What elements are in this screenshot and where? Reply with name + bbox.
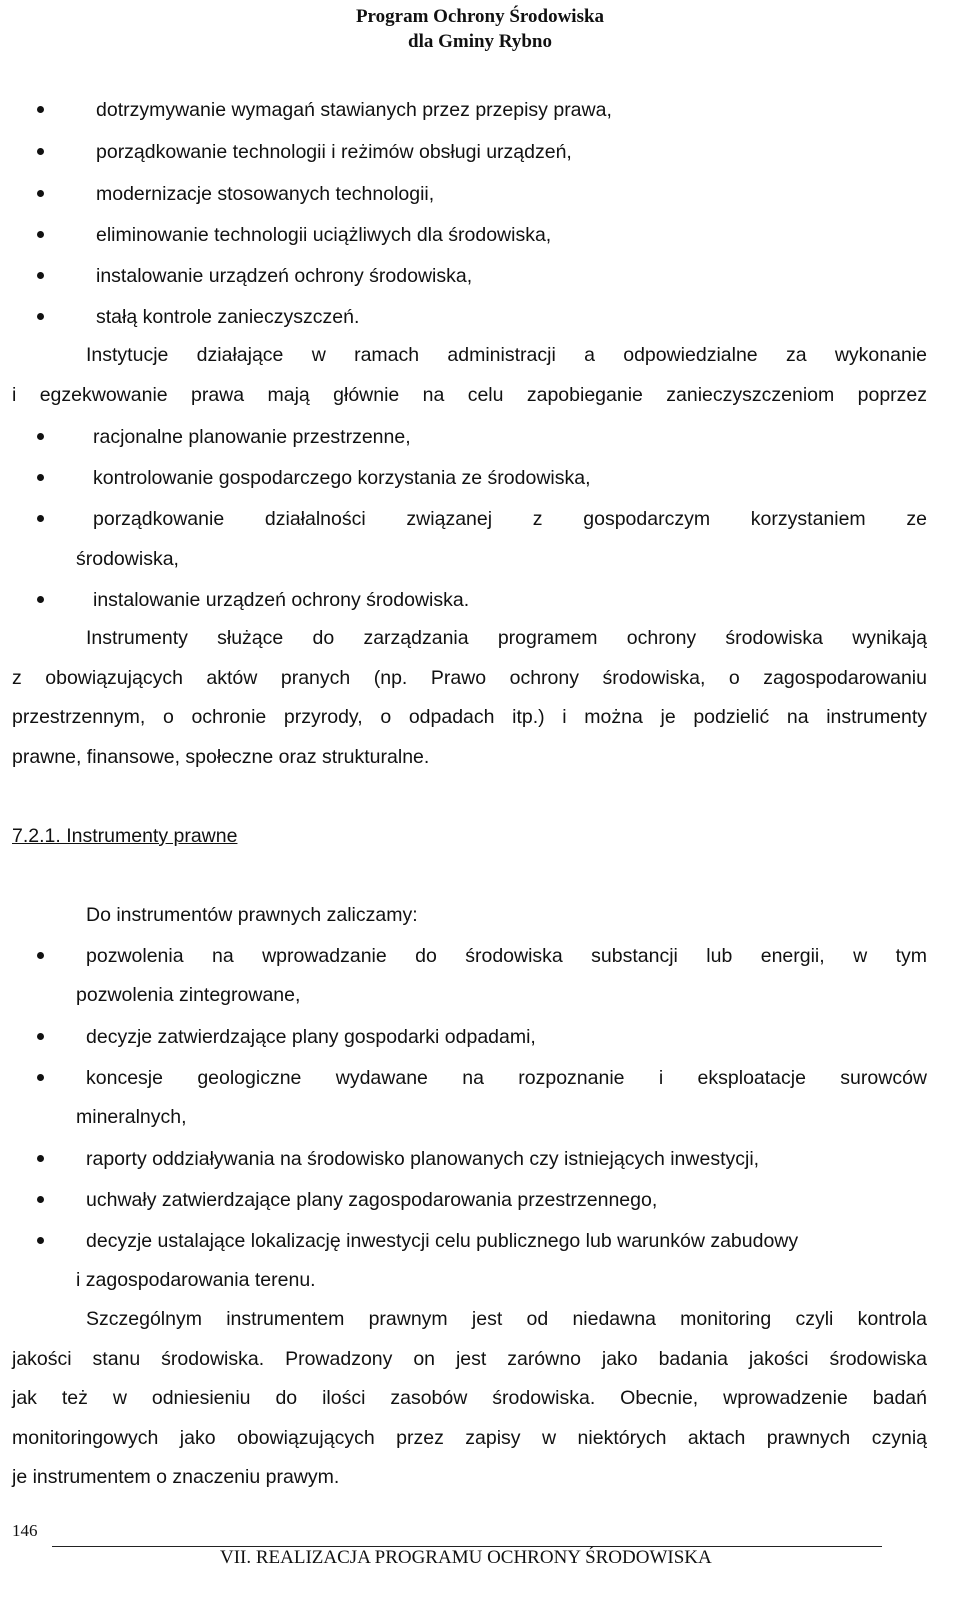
bullet-icon (37, 148, 44, 155)
list-item: modernizacje stosowanych technologii, (96, 183, 435, 205)
paragraph-line: jak też w odniesieniu do ilości zasobów środowiska. Obecnie, wprowadzenie badań (12, 1387, 927, 1409)
list-item: kontrolowanie gospodarczego korzystania ze środowiska, (93, 467, 591, 489)
list-item: koncesje geologiczne wydawane na rozpoznanie i eksploatacje surowców (86, 1067, 927, 1089)
list-item: decyzje ustalające lokalizację inwestycji celu publicznego lub warunków zabudowy (86, 1230, 799, 1252)
bullet-icon (37, 231, 44, 238)
bullet-icon (37, 106, 44, 113)
list-item: raporty oddziaływania na środowisko planowanych czy istniejących inwestycji, (86, 1148, 760, 1170)
list-item: porządkowanie technologii i reżimów obsługi urządzeń, (96, 141, 572, 163)
list-item: dotrzymywanie wymagań stawianych przez przepisy prawa, (96, 99, 612, 121)
page-header (320, 4, 640, 54)
paragraph-line: i egzekwowanie prawa mają głównie na celu zapobieganie zanieczyszczeniom poprzez (12, 384, 927, 406)
intro-line: Do instrumentów prawnych zaliczamy: (86, 904, 418, 926)
list-item-continuation: i zagospodarowania terenu. (76, 1269, 316, 1291)
paragraph-line: Instrumenty służące do zarządzania programem ochrony środowiska wynikają (86, 627, 927, 649)
paragraph-line: je instrumentem o znaczeniu prawym. (12, 1466, 340, 1488)
footer-chapter-title: VII. REALIZACJA PROGRAMU OCHRONY ŚRODOWISKA (220, 1547, 712, 1568)
bullet-icon (37, 515, 44, 522)
list-item: eliminowanie technologii uciążliwych dla środowiska, (96, 224, 552, 246)
bullet-icon (37, 313, 44, 320)
paragraph-line: przestrzennym, o ochronie przyrody, o odpadach itp.) i można je podzielić na instrumenty (12, 706, 927, 728)
paragraph-line: z obowiązujących aktów pranych (np. Prawo ochrony środowiska, o zagospodarowaniu (12, 667, 927, 689)
list-item: uchwały zatwierdzające plany zagospodarowania przestrzennego, (86, 1189, 658, 1211)
bullet-icon (37, 190, 44, 197)
bullet-icon (37, 272, 44, 279)
list-item: pozwolenia na wprowadzanie do środowiska substancji lub energii, w tym (86, 945, 927, 967)
list-item-continuation: mineralnych, (76, 1106, 187, 1128)
list-item: porządkowanie działalności związanej z gospodarczym korzystaniem ze (93, 508, 927, 530)
list-item: instalowanie urządzeń ochrony środowiska. (93, 589, 470, 611)
list-item-continuation: środowiska, (76, 548, 179, 570)
paragraph-line: Szczególnym instrumentem prawnym jest od niedawna monitoring czyli kontrola (86, 1308, 927, 1330)
list-item: decyzje zatwierdzające plany gospodarki odpadami, (86, 1026, 536, 1048)
bullet-icon (37, 596, 44, 603)
section-title: 7.2.1. Instrumenty prawne (12, 825, 238, 847)
list-item-continuation: pozwolenia zintegrowane, (76, 984, 301, 1006)
bullet-icon (37, 1033, 44, 1040)
paragraph-line: jakości stanu środowiska. Prowadzony on jest zarówno jako badania jakości środowiska (12, 1348, 927, 1370)
paragraph-line: Instytucje działające w ramach administracji a odpowiedzialne za wykonanie (86, 344, 927, 366)
bullet-icon (37, 1155, 44, 1162)
list-item: instalowanie urządzeń ochrony środowiska, (96, 265, 473, 287)
list-item: racjonalne planowanie przestrzenne, (93, 426, 411, 448)
bullet-icon (37, 433, 44, 440)
bullet-icon (37, 1196, 44, 1203)
bullet-icon (37, 474, 44, 481)
bullet-icon (37, 1074, 44, 1081)
bullet-icon (37, 1237, 44, 1244)
paragraph-line: monitoringowych jako obowiązujących przez zapisy w niektórych aktach prawnych czynią (12, 1427, 927, 1449)
header-title: Program Ochrony Środowiska (355, 6, 605, 27)
page-number: 146 (12, 1521, 38, 1540)
paragraph-line: prawne, finansowe, społeczne oraz strukturalne. (12, 746, 430, 768)
header-subtitle: dla Gminy Rybno (408, 31, 552, 52)
list-item: stałą kontrole zanieczyszczeń. (96, 306, 360, 328)
bullet-icon (37, 952, 44, 959)
